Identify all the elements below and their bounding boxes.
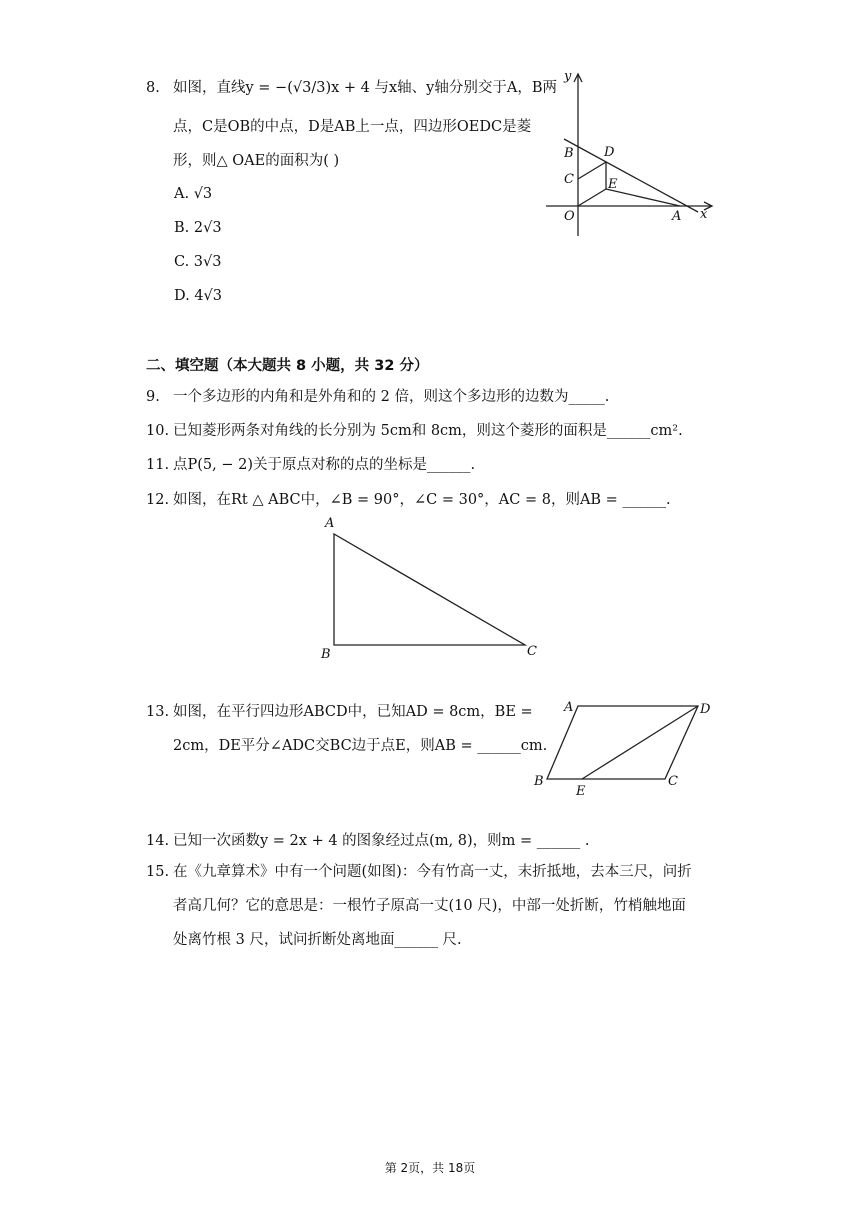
label-d: D xyxy=(700,702,711,717)
triangle-abc xyxy=(334,534,525,645)
question-text: 如图，在Rt △ ABC中，∠B = 90°，∠C = 30°，AC = 8，则AB = ______. xyxy=(173,492,671,508)
option-d: D. 4√3 xyxy=(174,288,223,304)
question-text: 一个多边形的内角和是外角和的 2 倍，则这个多边形的边数为_____. xyxy=(173,389,610,405)
option-c: C. 3√3 xyxy=(174,254,222,270)
label-y: y xyxy=(564,69,572,84)
segment-cd xyxy=(578,162,606,179)
label-c: C xyxy=(668,774,678,789)
label-c: C xyxy=(564,172,574,187)
section-heading: 二、填空题（本大题共 8 小题，共 32 分） xyxy=(146,358,429,374)
question-text-line: 如图，在平行四边形ABCD中，已知AD = 8cm，BE = xyxy=(173,704,533,720)
label-b: B xyxy=(564,146,574,161)
label-c: C xyxy=(527,644,537,659)
parallelogram-abcd xyxy=(547,706,698,779)
question-number: 8. xyxy=(146,80,160,96)
label-e: E xyxy=(608,177,618,192)
question-number: 9. xyxy=(146,389,160,405)
question-text: 点P(5, − 2)关于原点对称的点的坐标是______. xyxy=(173,457,476,473)
label-a: A xyxy=(325,516,335,531)
question-8-line-2: 点，C是OB的中点，D是AB上一点，四边形OEDC是菱 xyxy=(173,119,532,135)
question-text-line: 在《九章算术》中有一个问题(如图)：今有竹高一丈，末折抵地，去本三尺，问折 xyxy=(173,864,692,880)
rhombus-coordinate-figure xyxy=(540,66,720,236)
option-a: A. √3 xyxy=(174,186,213,202)
option-b: B. 2√3 xyxy=(174,220,222,236)
label-b: B xyxy=(321,647,331,662)
label-d: D xyxy=(604,145,615,160)
question-number: 10. xyxy=(146,423,170,439)
question-text: 已知一次函数y = 2x + 4 的图象经过点(m, 8)，则m = ______ . xyxy=(173,833,590,849)
label-o: O xyxy=(564,209,575,224)
question-15-line-3: 处离竹根 3 尺，试问折断处离地面______ 尺. xyxy=(173,932,462,948)
right-triangle-figure xyxy=(315,515,545,665)
question-number: 14. xyxy=(146,833,170,849)
question-number: 15. xyxy=(146,864,170,880)
question-text-line: 如图，直线y = −(√3/3)x + 4 与x轴、y轴分别交于A，B两 xyxy=(173,80,557,96)
label-b: B xyxy=(534,774,544,789)
label-a: A xyxy=(564,700,574,715)
question-13-line-2: 2cm，DE平分∠ADC交BC边于点E，则AB = ______cm. xyxy=(173,738,548,754)
question-number: 12. xyxy=(146,492,170,508)
segment-oe xyxy=(578,189,606,206)
question-15-line-2: 者高几何？它的意思是：一根竹子原高一丈(10 尺)，中部一处折断，竹梢触地面 xyxy=(173,898,686,914)
label-x: x xyxy=(700,207,708,222)
parallelogram-figure xyxy=(530,695,720,800)
page-footer: 第 2页，共 18页 xyxy=(384,1161,476,1175)
question-8-line-3: 形，则△ OAE的面积为( ) xyxy=(173,153,340,169)
question-number: 13. xyxy=(146,704,170,720)
segment-de xyxy=(582,706,698,779)
label-e: E xyxy=(576,784,586,799)
question-text: 已知菱形两条对角线的长分别为 5cm和 8cm，则这个菱形的面积是______cm². xyxy=(173,423,683,439)
label-a: A xyxy=(672,209,682,224)
question-number: 11. xyxy=(146,457,170,473)
